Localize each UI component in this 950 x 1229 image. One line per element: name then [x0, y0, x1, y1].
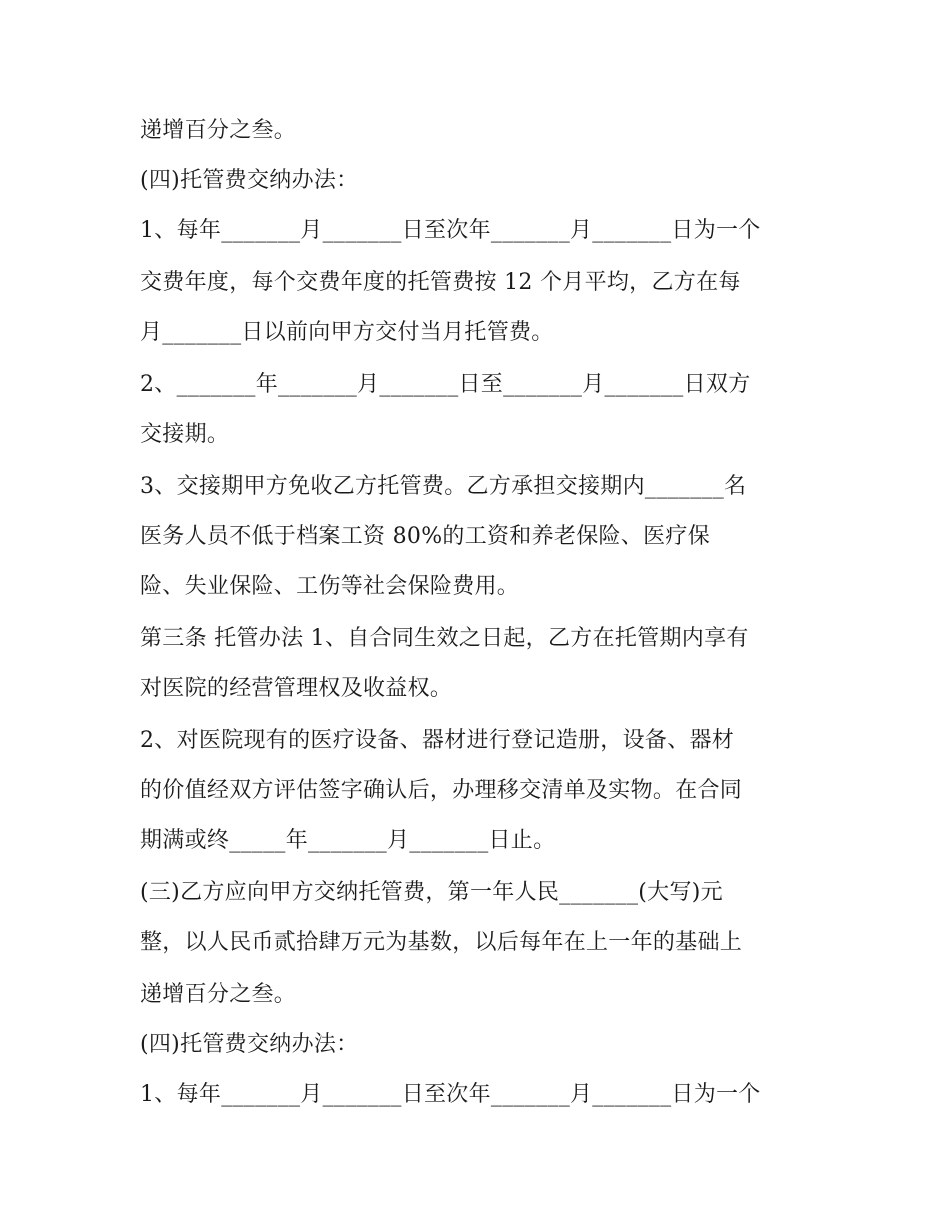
text-line: (四)托管费交纳办法：	[140, 1032, 359, 1057]
text-line: 第三条 托管办法 1、自合同生效之日起，乙方在托管期内享有	[140, 626, 749, 651]
text-line: 月_______日以前向甲方交付当月托管费。	[140, 320, 554, 345]
text-line: 3、交接期甲方免收乙方托管费。乙方承担交接期内_______名	[140, 474, 747, 499]
text-line: 交费年度，每个交费年度的托管费按 12 个月平均，乙方在每	[140, 270, 741, 295]
text-line: 交接期。	[140, 422, 230, 447]
text-line: 医务人员不低于档案工资 80%的工资和养老保险、医疗保	[140, 524, 710, 549]
text-line: 1、每年_______月_______日至次年_______月_______日为一个	[140, 218, 761, 243]
text-line: 期满或终_____年_______月_______日止。	[140, 828, 556, 853]
text-line: 递增百分之叁。	[140, 982, 297, 1007]
text-line: 险、失业保险、工伤等社会保险费用。	[140, 574, 520, 599]
text-line: 1、每年_______月_______日至次年_______月_______日为一个	[140, 1082, 761, 1107]
text-line: (三)乙方应向甲方交纳托管费，第一年人民_______(大写)元	[140, 880, 723, 905]
text-line: 2、对医院现有的医疗设备、器材进行登记造册，设备、器材	[140, 728, 735, 753]
text-line: 2、_______年_______月_______日至_______月_______日双方	[140, 372, 751, 397]
text-line: 对医院的经营管理权及收益权。	[140, 676, 453, 701]
text-line: 整，以人民币贰拾肆万元为基数，以后每年在上一年的基础上	[140, 930, 743, 955]
text-line: 的价值经双方评估签字确认后，办理移交清单及实物。在合同	[140, 778, 743, 803]
text-line: 递增百分之叁。	[140, 118, 297, 143]
text-line: (四)托管费交纳办法：	[140, 168, 359, 193]
